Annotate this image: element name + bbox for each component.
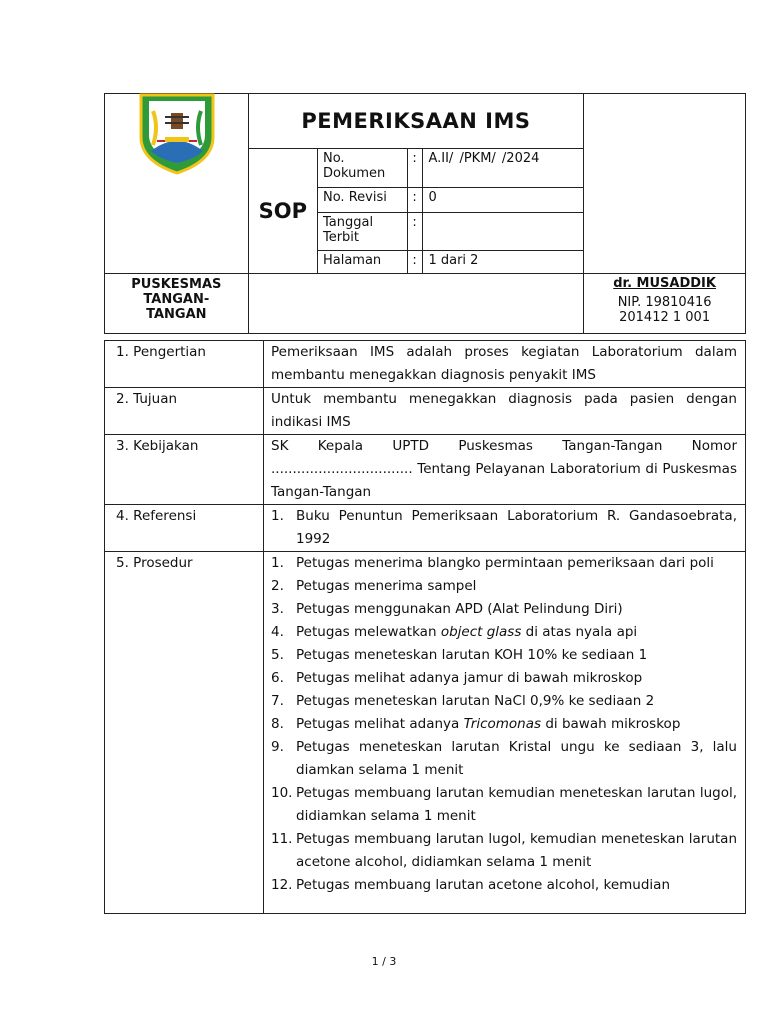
logo-cell (105, 94, 249, 274)
procedure-step (271, 552, 737, 575)
page-sep: : (408, 251, 423, 274)
step-number: 10. (271, 785, 293, 801)
doc-number-label: No. Dokumen (317, 149, 407, 188)
step-text (296, 621, 737, 644)
step-text: Petugas melihat adanya jamur di bawah mikroskop (296, 670, 643, 686)
step-text: Petugas meneteskan larutan Kristal ungu ke sediaan 3, lalu diamkan selama 1 menit (296, 739, 737, 778)
step-text-italic: object glass (440, 624, 522, 640)
revision-sep: : (408, 188, 423, 213)
list-item (271, 505, 737, 551)
section-text: Pemeriksaan IMS adalah proses kegiatan Laboratorium dalam membantu menegakkan diagnosis penyakit IMS (264, 341, 746, 388)
step-text-italic: Tricomonas (463, 716, 542, 732)
procedure-step (271, 828, 737, 874)
step-text: Petugas menerima sampel (296, 578, 477, 594)
procedure-step (271, 575, 737, 598)
step-text: Petugas membuang larutan acetone alcohol, kemudian (296, 877, 671, 893)
step-text-part: Petugas melewatkan (296, 624, 441, 640)
step-number: 4. (271, 624, 284, 640)
section-label: 4. Referensi (105, 505, 264, 552)
reference-cell (264, 505, 746, 552)
section-row (105, 388, 746, 435)
step-text: Petugas menggunakan APD (Alat Pelindung Diri) (296, 601, 623, 617)
procedure-step (271, 690, 737, 713)
step-number: 6. (271, 670, 284, 686)
page-footer: 1 / 3 (371, 955, 397, 968)
section-label: 2. Tujuan (105, 388, 264, 435)
step-text: Petugas membuang larutan lugol, kemudian meneteskan larutan acetone alcohol, didiamkan selama 1 menit (296, 831, 737, 870)
step-text-part: di atas nyala api (521, 624, 638, 640)
section-row (105, 552, 746, 914)
regency-emblem-logo (137, 91, 217, 175)
header-blank-right (584, 94, 746, 274)
signatory-name: dr. MUSADDIK (613, 276, 716, 291)
reference-list (271, 505, 737, 551)
step-number: 11. (271, 831, 293, 847)
procedure-list (271, 552, 737, 897)
step-number: 12. (271, 877, 293, 893)
step-text: Petugas menerima blangko permintaan pemeriksaan dari poli (296, 555, 714, 571)
page-value: 1 dari 2 (423, 251, 584, 274)
sop-content-table (104, 340, 746, 914)
section-row (105, 341, 746, 388)
section-row (105, 505, 746, 552)
blank-middle-cell (248, 274, 584, 334)
step-text: Petugas membuang larutan kemudian meneteskan larutan lugol, didiamkan selama 1 menit (296, 785, 737, 824)
document-title: PEMERIKSAAN IMS (248, 94, 584, 149)
step-number: 9. (271, 739, 284, 755)
doc-number-value: A.II/ /PKM/ /2024 (423, 149, 584, 188)
procedure-step (271, 874, 737, 897)
procedure-step (271, 736, 737, 782)
issue-date-label: Tanggal Terbit (317, 213, 407, 251)
step-text (296, 713, 737, 736)
section-label: 3. Kebijakan (105, 435, 264, 505)
step-number: 7. (271, 693, 284, 709)
procedure-step (271, 644, 737, 667)
step-number: 1. (271, 555, 284, 571)
section-label: 1. Pengertian (105, 341, 264, 388)
sop-header-table (104, 93, 746, 334)
revision-value: 0 (423, 188, 584, 213)
section-label: 5. Prosedur (105, 552, 264, 914)
step-number: 8. (271, 716, 284, 732)
section-row (105, 435, 746, 505)
list-number: 1. (271, 508, 284, 524)
doc-number-sep: : (408, 149, 423, 188)
issue-date-sep: : (408, 213, 423, 251)
procedure-step (271, 713, 737, 736)
issue-date-value (423, 213, 584, 251)
procedure-step (271, 598, 737, 621)
revision-label: No. Revisi (317, 188, 407, 213)
step-text-part: di bawah mikroskop (541, 716, 681, 732)
list-text: Buku Penuntun Pemeriksaan Laboratorium R. Gandasoebrata, 1992 (296, 508, 737, 547)
step-text: Petugas meneteskan larutan KOH 10% ke sediaan 1 (296, 647, 648, 663)
signatory-nip-1: NIP. 19810416 (617, 295, 712, 310)
step-text: Petugas meneteskan larutan NaCl 0,9% ke sediaan 2 (296, 693, 655, 709)
organization-name: PUSKESMAS TANGAN-TANGAN (105, 274, 249, 334)
signatory-nip-2: 201412 1 001 (619, 310, 711, 325)
section-text: SK Kepala UPTD Puskesmas Tangan-Tangan Nomor ................................. Tentang Pelayanan Laboratorium di Puskesmas Tangan-Tangan (264, 435, 746, 505)
procedure-cell (264, 552, 746, 914)
step-number: 5. (271, 647, 284, 663)
procedure-step (271, 621, 737, 644)
procedure-step (271, 667, 737, 690)
section-text: Untuk membantu menegakkan diagnosis pada pasien dengan indikasi IMS (264, 388, 746, 435)
step-text-part: Petugas melihat adanya (296, 716, 464, 732)
sop-label: SOP (248, 149, 317, 274)
page-label: Halaman (317, 251, 407, 274)
step-number: 3. (271, 601, 284, 617)
procedure-step (271, 782, 737, 828)
signature-block (584, 274, 746, 334)
step-number: 2. (271, 578, 284, 594)
